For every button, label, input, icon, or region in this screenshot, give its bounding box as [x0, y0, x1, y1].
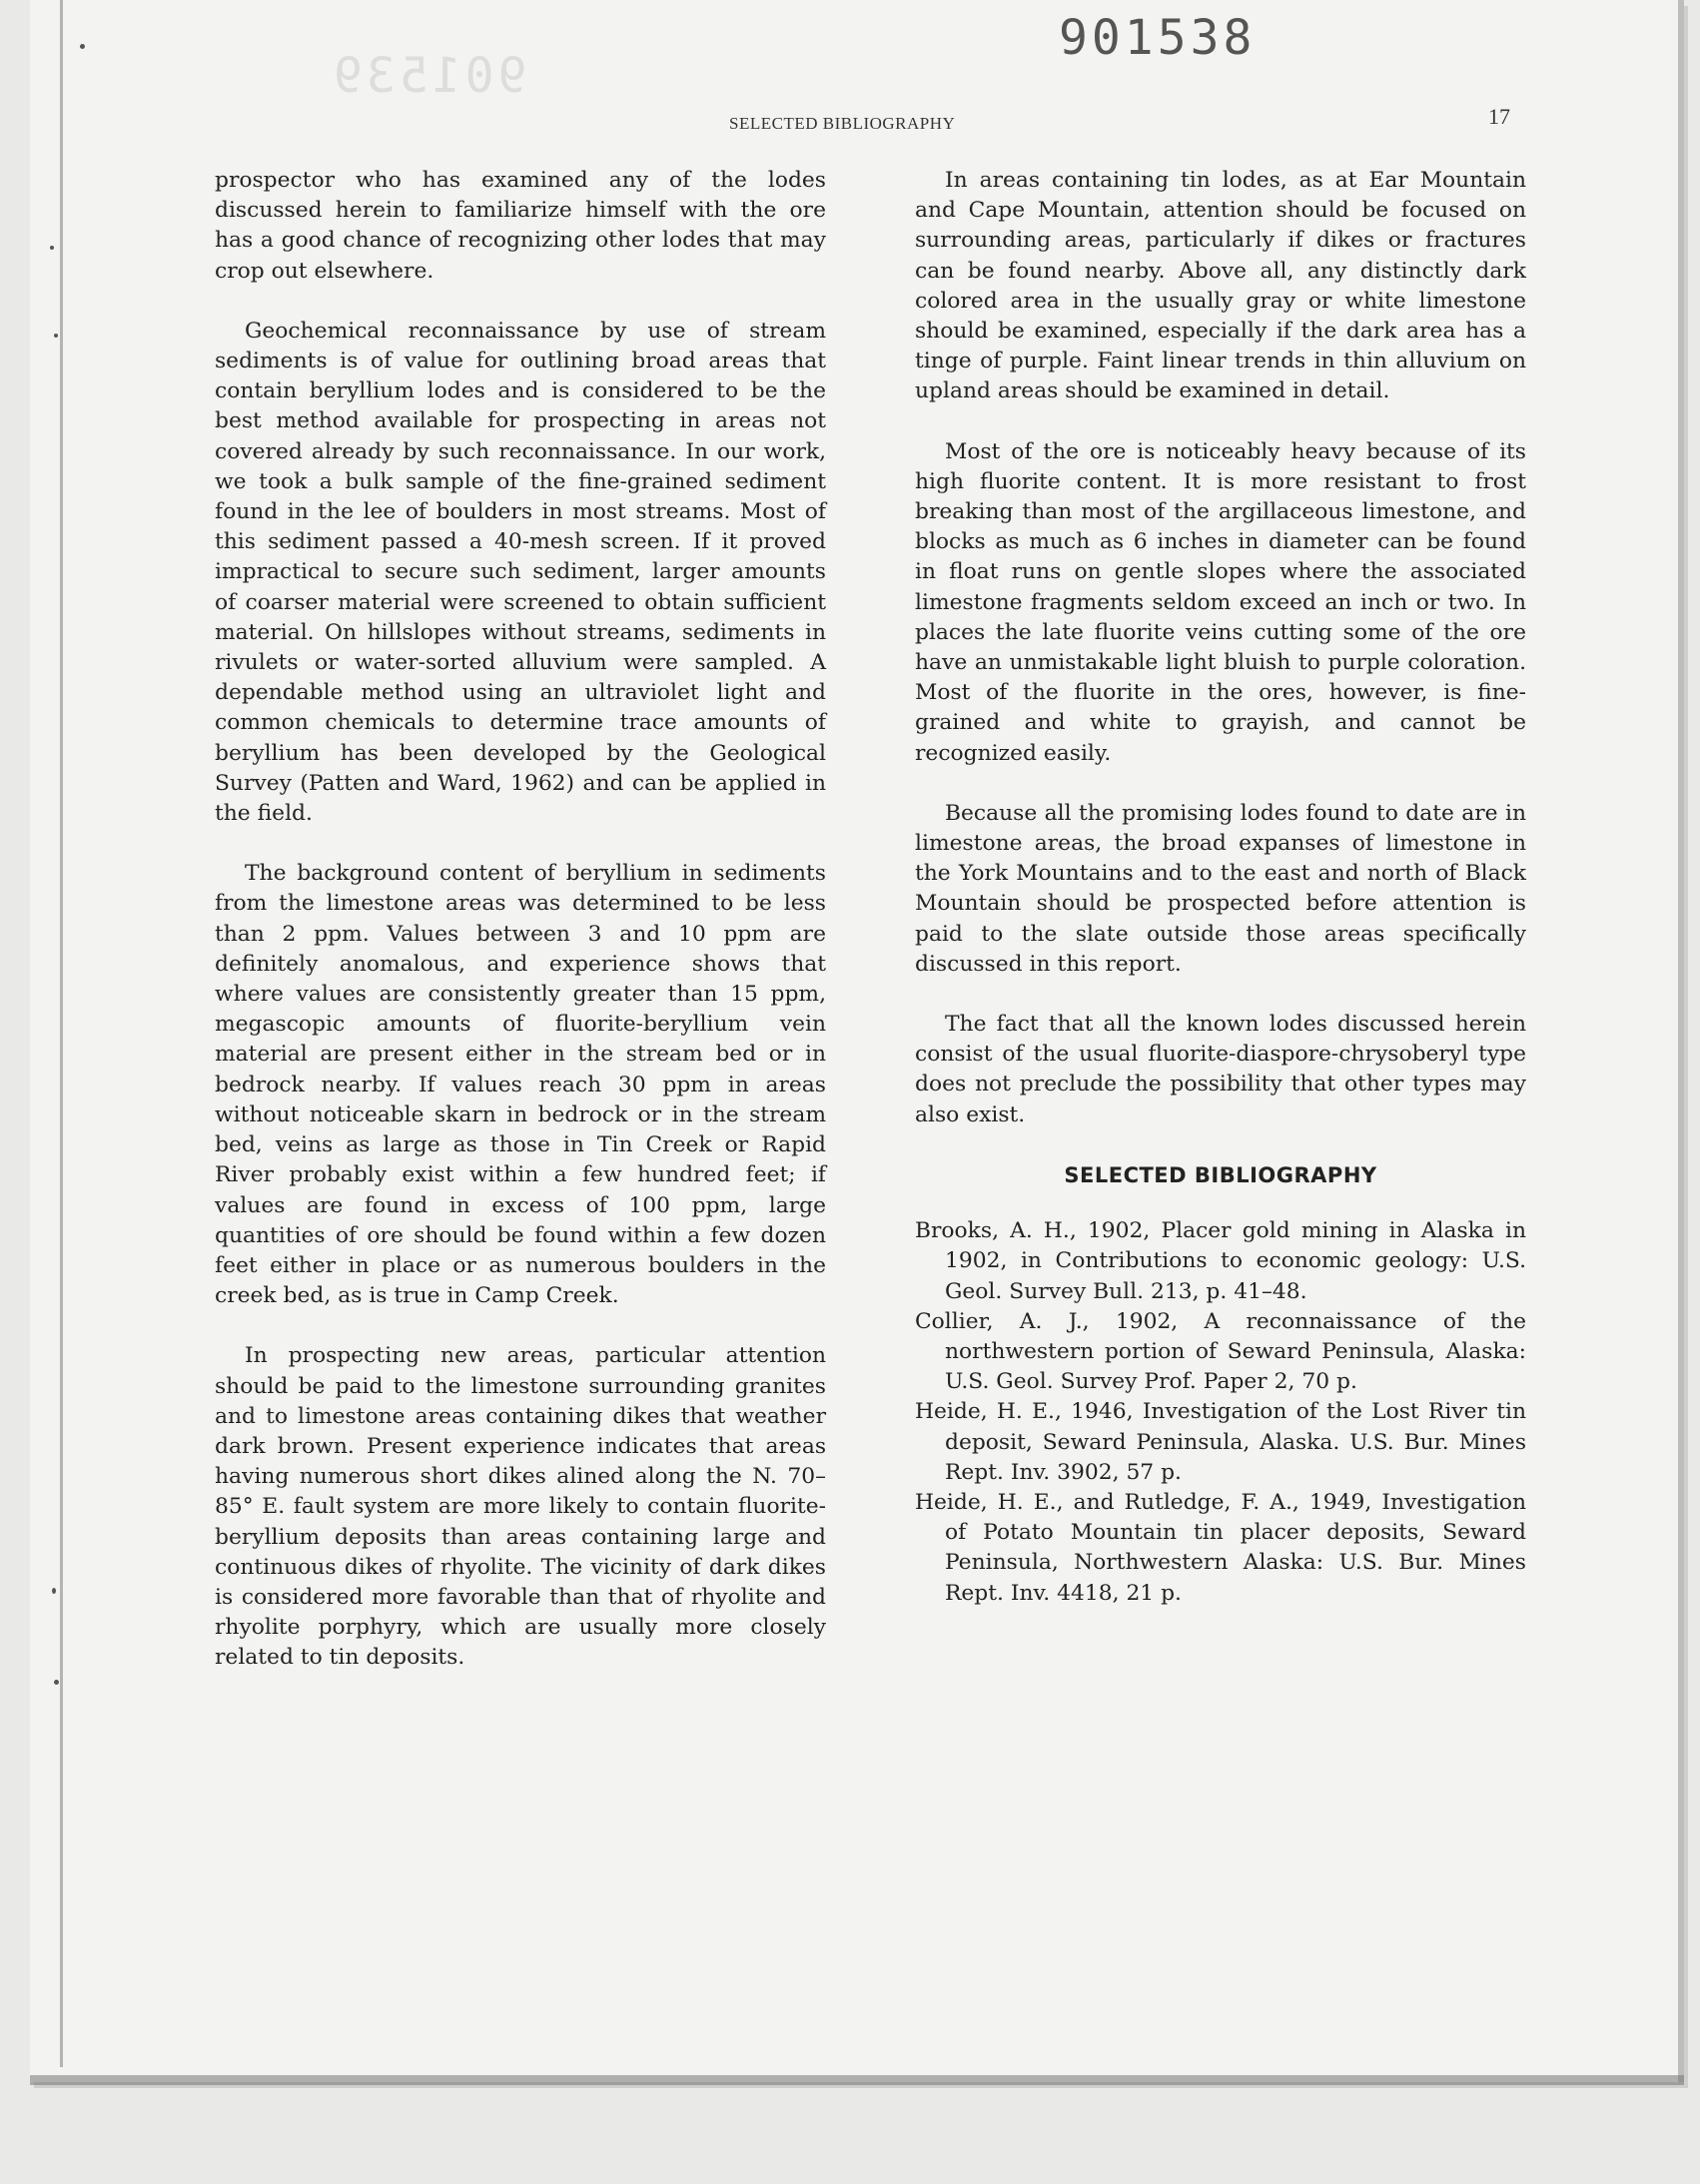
paragraph: In prospecting new areas, particular attention should be paid to the limestone surrounding granites and to limestone areas containing dikes that weather dark brown. Present experience indicates that areas having numerous short dikes alined along the N. 70–85° E. fault system are more likely to contain fluorite-beryllium deposits than areas containing large and continuous dikes of rhyolite. The vicinity of dark dikes is considered more favorable than that of rhyolite and rhyolite porphyry, which are usually more closely related to tin deposits. [215, 1343, 826, 1671]
page-edge-left [60, 0, 63, 2067]
paragraph: Most of the ore is noticeably heavy because of its high fluorite content. It is more resistant to frost breaking than most of the argillaceous limestone, and blocks as much as 6 inches in diameter can be found in float runs on gentle slopes where the associated limestone fragments seldom exceed an inch or two. In places the late fluorite veins cutting some of the ore have an unmistakable light bluish to purple coloration. Most of the fluorite in the ores, however, is fine-grained and white to grayish, and cannot be recognized easily. [915, 438, 1526, 766]
paragraph: In areas containing tin lodes, as at Ear Mountain and Cape Mountain, attention should be focused on surrounding areas, particularly if dikes or fractures can be found nearby. Above all, any distinctly dark colored area in the usually gray or white limestone should be examined, especially if the dark area has a tinge of purple. Faint linear trends in thin alluvium on upland areas should be examined in detail. [915, 168, 1526, 404]
bibliography-heading: SELECTED BIBLIOGRAPHY [1064, 1162, 1377, 1187]
scan-speck [54, 334, 58, 338]
bibliography-entry: Brooks, A. H., 1902, Placer gold mining in Alaska in 1902, in Contributions to economic geology: U.S. Geol. Survey Bull. 213, p. 41–48. [915, 1218, 1526, 1304]
bibliography-entry: Heide, H. E., and Rutledge, F. A., 1949, Investigation of Potato Mountain tin placer deposits, Seward Peninsula, Northwestern Alaska: U.S. Bur. Mines Rept. Inv. 4418, 21 p. [915, 1489, 1526, 1606]
bibliography-list [915, 1216, 1526, 1609]
paragraph: The fact that all the known lodes discussed herein consist of the usual fluorite-diaspore-chrysoberyl type does not preclude the possibility that other types may also exist. [915, 1012, 1526, 1127]
right-column [915, 166, 1526, 1609]
paragraph: The background content of beryllium in sediments from the limestone areas was determined to be less than 2 ppm. Values between 3 and 10 ppm are definitely anomalous, and experience shows that where values are consistently greater than 15 ppm, megascopic amounts of fluorite-beryllium vein material are present either in the stream bed or in bedrock nearby. If values reach 30 ppm in areas without noticeable skarn in bedrock or in the stream bed, veins as large as those in Tin Creek or Rapid River probably exist within a few hundred feet; if values are found in excess of 100 ppm, large quantities of ore should be found within a few dozen feet either in place or as numerous boulders in the creek bed, as is true in Camp Creek. [215, 861, 826, 1309]
bleed-through-stamp: 901539 [330, 48, 527, 104]
scan-speck [54, 1680, 59, 1685]
page-edge-bottom [30, 2075, 1684, 2085]
scan-speck [52, 1588, 56, 1594]
bibliography-entry: Collier, A. J., 1902, A reconnaissance of the northwestern portion of Seward Peninsula, Alaska: U.S. Geol. Survey Prof. Paper 2, 70 p. [915, 1308, 1526, 1395]
paragraph: prospector who has examined any of the lodes discussed herein to familiarize himself with the ore has a good chance of recognizing other lodes that may crop out elsewhere. [215, 168, 826, 284]
page-number: 17 [1488, 104, 1510, 129]
paragraph: Geochemical reconnaissance by use of stream sediments is of value for outlining broad areas that contain beryllium lodes and is considered to be the best method available for prospecting in areas not covered already by such reconnaissance. In our work, we took a bulk sample of the fine-grained sediment found in the lee of boulders in most streams. Most of this sediment passed a 40-mesh screen. If it proved impractical to secure such sediment, larger amounts of coarser material were screened to obtain sufficient material. On hillslopes without streams, sediments in rivulets or water-sorted alluvium were sampled. A dependable method using an ultraviolet light and common chemicals to determine trace amounts of beryllium has been developed by the Geological Survey (Patten and Ward, 1962) and can be applied in the field. [215, 318, 826, 827]
left-column [215, 166, 826, 1704]
paragraph: Because all the promising lodes found to date are in limestone areas, the broad expanses of limestone in the York Mountains and to the east and north of Black Mountain should be prospected before attention is paid to the slate outside those areas specifically discussed in this report. [915, 800, 1526, 977]
scan-speck [50, 246, 54, 250]
running-header: SELECTED BIBLIOGRAPHY [729, 114, 956, 133]
scan-speck [80, 44, 85, 49]
document-number-stamp: 901538 [1059, 10, 1257, 66]
bibliography-entry: Heide, H. E., 1946, Investigation of the Lost River tin deposit, Seward Peninsula, Alaska. U.S. Bur. Mines Rept. Inv. 3902, 57 p. [915, 1399, 1526, 1485]
